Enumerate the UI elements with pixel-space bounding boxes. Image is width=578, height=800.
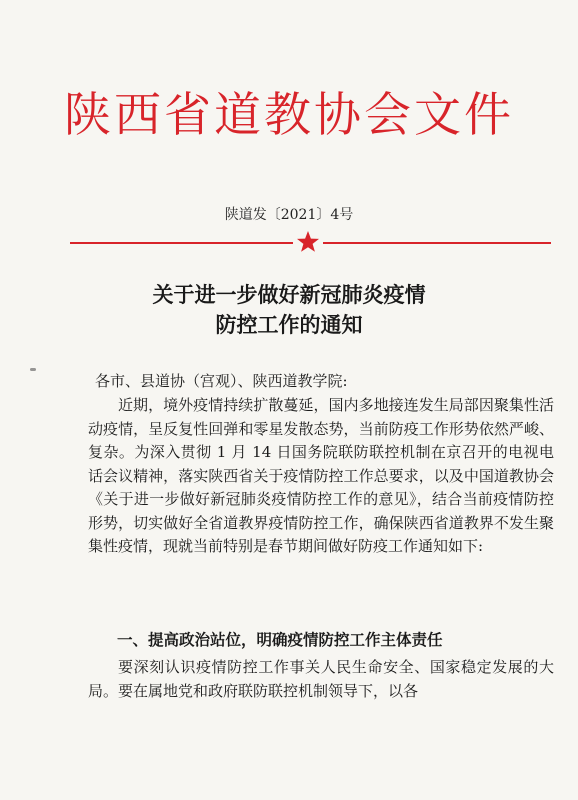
notice-title-line2: 防控工作的通知 xyxy=(215,313,363,337)
notice-title xyxy=(0,280,578,340)
salutation: 各市、县道协（宫观）、陕西道教学院: xyxy=(95,372,348,390)
letterhead-title: 陕西省道教协会文件 xyxy=(64,88,514,143)
section1-paragraph: 要深刻认识疫情防控工作事关人民生命安全、国家稳定发展的大局。要在属地党和政府联防联控机制领导下，以各 xyxy=(88,658,554,700)
red-rule-right xyxy=(323,242,551,244)
section1-heading: 一、提高政治站位，明确疫情防控工作主体责任 xyxy=(117,631,443,649)
body-paragraph: 近期，境外疫情持续扩散蔓延，国内多地接连发生局部因聚集性活动疫情，呈反复性回弹和零星发散态势，当前防疫工作形势依然严峻、复杂。为深入贯彻 1 月 14 日国务院联防联控机制在京召开的电视电话会议精神，落实陕西省关于疫情防控工作总要求，以及中国道教协会《关于进一步做好新冠肺炎疫情防控工作的意见》，结合当前疫情防控形势，切实做好全省道教界疫情防控工作，确保陕西省道教界不发生聚集性疫情，现就当前特别是春节期间做好防疫工作通知如下: xyxy=(88,396,554,555)
star-icon xyxy=(296,230,320,254)
scan-speck xyxy=(30,368,36,371)
red-rule-left xyxy=(70,242,293,244)
document-number: 陕道发〔2021〕4号 xyxy=(224,207,354,223)
body-section xyxy=(88,394,554,559)
notice-title-line1: 关于进一步做好新冠肺炎疫情 xyxy=(152,283,426,307)
